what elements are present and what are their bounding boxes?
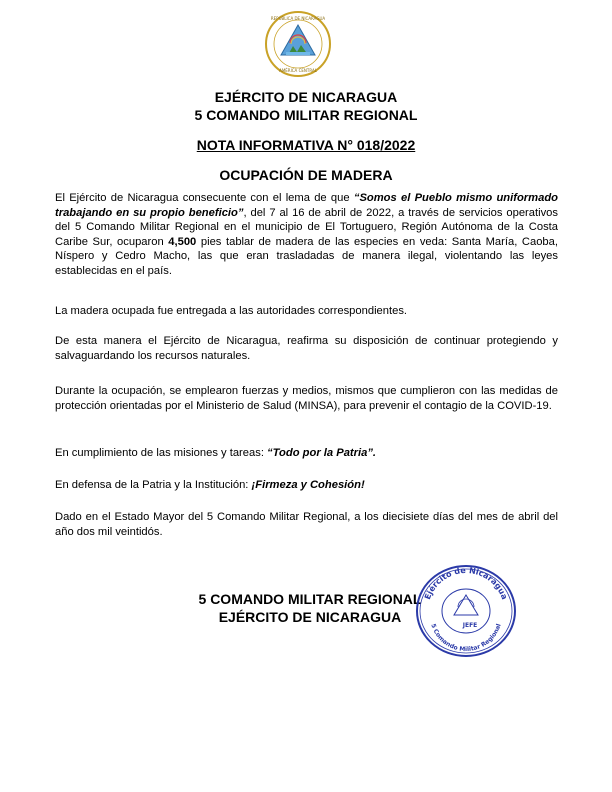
nicaragua-coat-of-arms-icon [264,10,332,78]
document-subject: OCUPACIÓN DE MADERA [219,167,393,183]
official-stamp-icon [414,563,518,659]
p6-text: En defensa de la Patria y la Institución: [55,479,252,491]
official-stamp [414,563,518,659]
p7-text: Dado en el Estado Mayor del 5 Comando Militar Regional, a los diecisiete días del mes de abril del año dos mil veintidós. [55,511,558,538]
coat-of-arms-seal [264,10,332,78]
svg-text:AMÉRICA CENTRAL: AMÉRICA CENTRAL [279,68,317,73]
stamp-top-text: Ejército de Nicaragua [422,565,510,601]
p3-text: De esta manera el Ejército de Nicaragua, reafirma su disposición de continuar protegiendo y salvaguardando los recursos naturales. [55,335,558,362]
p1-text-a: El Ejército de Nicaragua consecuente con el lema de que [55,192,354,204]
header-command: 5 COMANDO MILITAR REGIONAL [194,107,418,123]
p1-text-c: pies tablar de madera de las especies en veda: Santa María, Caoba, Níspero y Cedro Macho, las que eran trasladadas de manera ilegal, violentando las leyes establecidas en el país. [55,235,558,277]
svg-text:REPÚBLICA DE NICARAGUA: REPÚBLICA DE NICARAGUA [270,16,326,21]
p2-text: La madera ocupada fue entregada a las autoridades correspondientes. [55,305,408,317]
paragraph-5 [55,446,558,461]
p5-text: En cumplimiento de las misiones y tareas: [55,447,268,459]
signature-army: EJÉRCITO DE NICARAGUA [218,609,402,625]
paragraph-4 [55,384,558,413]
stamp-center-text: JEFE [462,622,478,629]
p1-motto: “Somos el Pueblo mismo uniformado trabajando en su propio beneficio” [55,192,558,219]
nota-number: NOTA INFORMATIVA N° 018/2022 [196,137,416,153]
paragraph-3 [55,334,558,363]
signature-command: 5 COMANDO MILITAR REGIONAL [198,591,422,607]
p4-text: Durante la ocupación, se emplearon fuerzas y medios, mismos que cumplieron con las medidas de protección orientadas por el Ministerio de Salud (MINSA), para prevenir el contagio de la COVID-19. [55,385,558,412]
paragraph-6 [55,478,558,493]
p6-motto: ¡Firmeza y Cohesión! [251,479,365,491]
p1-amount: 4,500 [168,235,197,248]
p1-text-b: , del 7 al 16 de abril de 2022, a través de servicios operativos del 5 Comando Militar Regional en el municipio de El Tortuguero, Región Autónoma de la Costa Caribe Sur, ocuparon [55,206,559,248]
stamp-bottom-text: 5 Comando Militar Regional [429,622,503,654]
header-army: EJÉRCITO DE NICARAGUA [214,89,398,105]
paragraph-2 [55,304,558,319]
p5-motto: “Todo por la Patria”. [267,447,377,459]
paragraph-1 [55,191,558,279]
paragraph-7 [55,510,558,539]
